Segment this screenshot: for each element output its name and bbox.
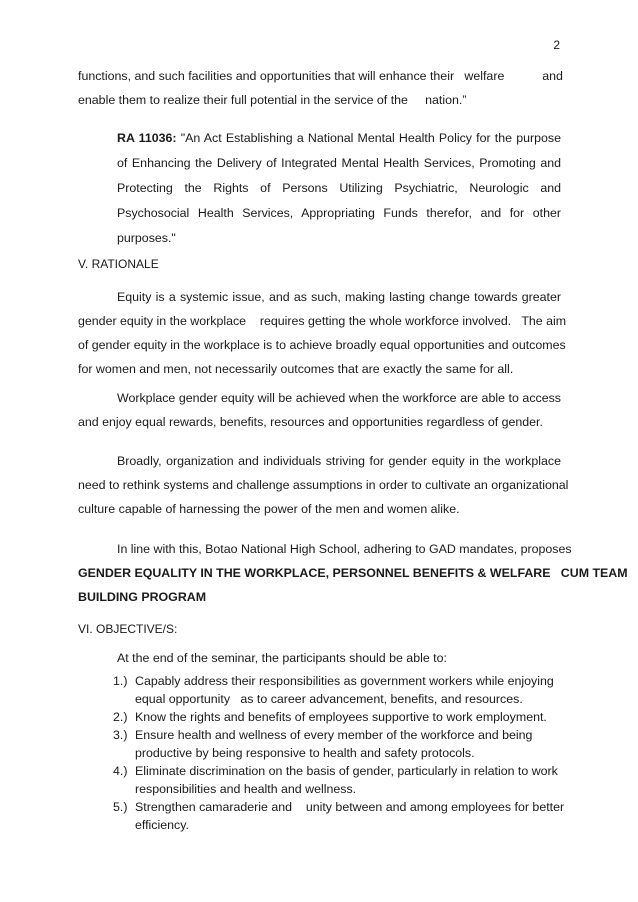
rationale-paragraph-4 [78, 537, 628, 609]
text-line [113, 672, 568, 690]
text-line: Psychosocial Health Services, Appropriating Funds therefor, and for other [117, 206, 561, 220]
objectives-intro [78, 646, 561, 670]
list-item [113, 762, 568, 798]
text-line: Broadly, organization and individuals striving for gender equity in the workplace [117, 454, 561, 468]
rationale-paragraph-1 [78, 285, 567, 381]
text-line: equal opportunity as to career advancement, benefits, and resources. [135, 692, 523, 706]
text-line [113, 798, 568, 816]
objectives-list [113, 672, 568, 834]
list-item [113, 726, 568, 762]
list-number: 5.) [113, 800, 128, 814]
text-line: of Enhancing the Delivery of Integrated Mental Health Services, Promoting and [117, 156, 561, 170]
text-line: enable them to realize their full potential in the service of the nation.” [78, 93, 467, 107]
text-line: for women and men, not necessarily outcomes that are exactly the same for all. [78, 362, 514, 376]
text-line [113, 708, 568, 726]
text-line: purposes." [117, 231, 176, 245]
list-text: Ensure health and wellness of every member of the workforce and being [135, 728, 533, 742]
intro-paragraph [78, 64, 561, 112]
page-number: 2 [553, 38, 560, 52]
section-heading-rationale: V. RATIONALE [78, 257, 159, 271]
list-text: Eliminate discrimination on the basis of gender, particularly in relation to work [135, 764, 558, 778]
list-number: 3.) [113, 728, 128, 742]
list-item [113, 708, 568, 726]
ra-quote [117, 126, 561, 251]
text-line: need to rethink systems and challenge assumptions in order to cultivate an organizational [78, 478, 569, 492]
text-line: Protecting the Rights of Persons Utilizing Psychiatric, Neurologic and [117, 181, 561, 195]
text-line: In line with this, Botao National High School, adhering to GAD mandates, proposes [117, 542, 572, 556]
text-line [113, 762, 568, 780]
list-number: 2.) [113, 710, 128, 724]
program-title-line: GENDER EQUALITY IN THE WORKPLACE, PERSONNEL BENEFITS & WELFARE CUM TEAM [78, 566, 628, 580]
text-line: Workplace gender equity will be achieved when the workforce are able to access [117, 391, 561, 405]
list-text: Strengthen camaraderie and unity between and among employees for better [135, 800, 565, 814]
list-number: 1.) [113, 674, 128, 688]
text-line [113, 726, 568, 744]
list-text: Capably address their responsibilities as government workers while enjoying [135, 674, 554, 688]
text-line: functions, and such facilities and opportunities that will enhance their welfare and [78, 69, 563, 83]
text-line [117, 126, 561, 151]
rationale-paragraph-2 [78, 386, 561, 434]
list-text: Know the rights and benefits of employees supportive to work employment. [135, 710, 547, 724]
list-item [113, 672, 568, 708]
ra-label: RA 11036: [117, 131, 177, 145]
rationale-paragraph-3 [78, 449, 569, 521]
text-line: responsibilities and health and wellness. [135, 782, 357, 796]
text-line: of gender equity in the workplace is to achieve broadly equal opportunities and outcomes [78, 338, 566, 352]
program-title-line: BUILDING PROGRAM [78, 590, 207, 604]
text-line: Equity is a systemic issue, and as such, making lasting change towards greater [117, 290, 561, 304]
section-heading-objectives: VI. OBJECTIVE/S: [78, 622, 178, 636]
text-line: At the end of the seminar, the participants should be able to: [117, 651, 447, 665]
ra-line-1: "An Act Establishing a National Mental Health Policy for the purpose [180, 131, 561, 145]
text-line: gender equity in the workplace requires getting the whole workforce involved. The aim [78, 314, 567, 328]
text-line: efficiency. [135, 818, 189, 832]
text-line: productive by being responsive to health and safety protocols. [135, 746, 475, 760]
text-line: and enjoy equal rewards, benefits, resources and opportunities regardless of gender. [78, 415, 543, 429]
text-line: culture capable of harnessing the power of the men and women alike. [78, 502, 460, 516]
list-number: 4.) [113, 764, 128, 778]
list-item [113, 798, 568, 834]
